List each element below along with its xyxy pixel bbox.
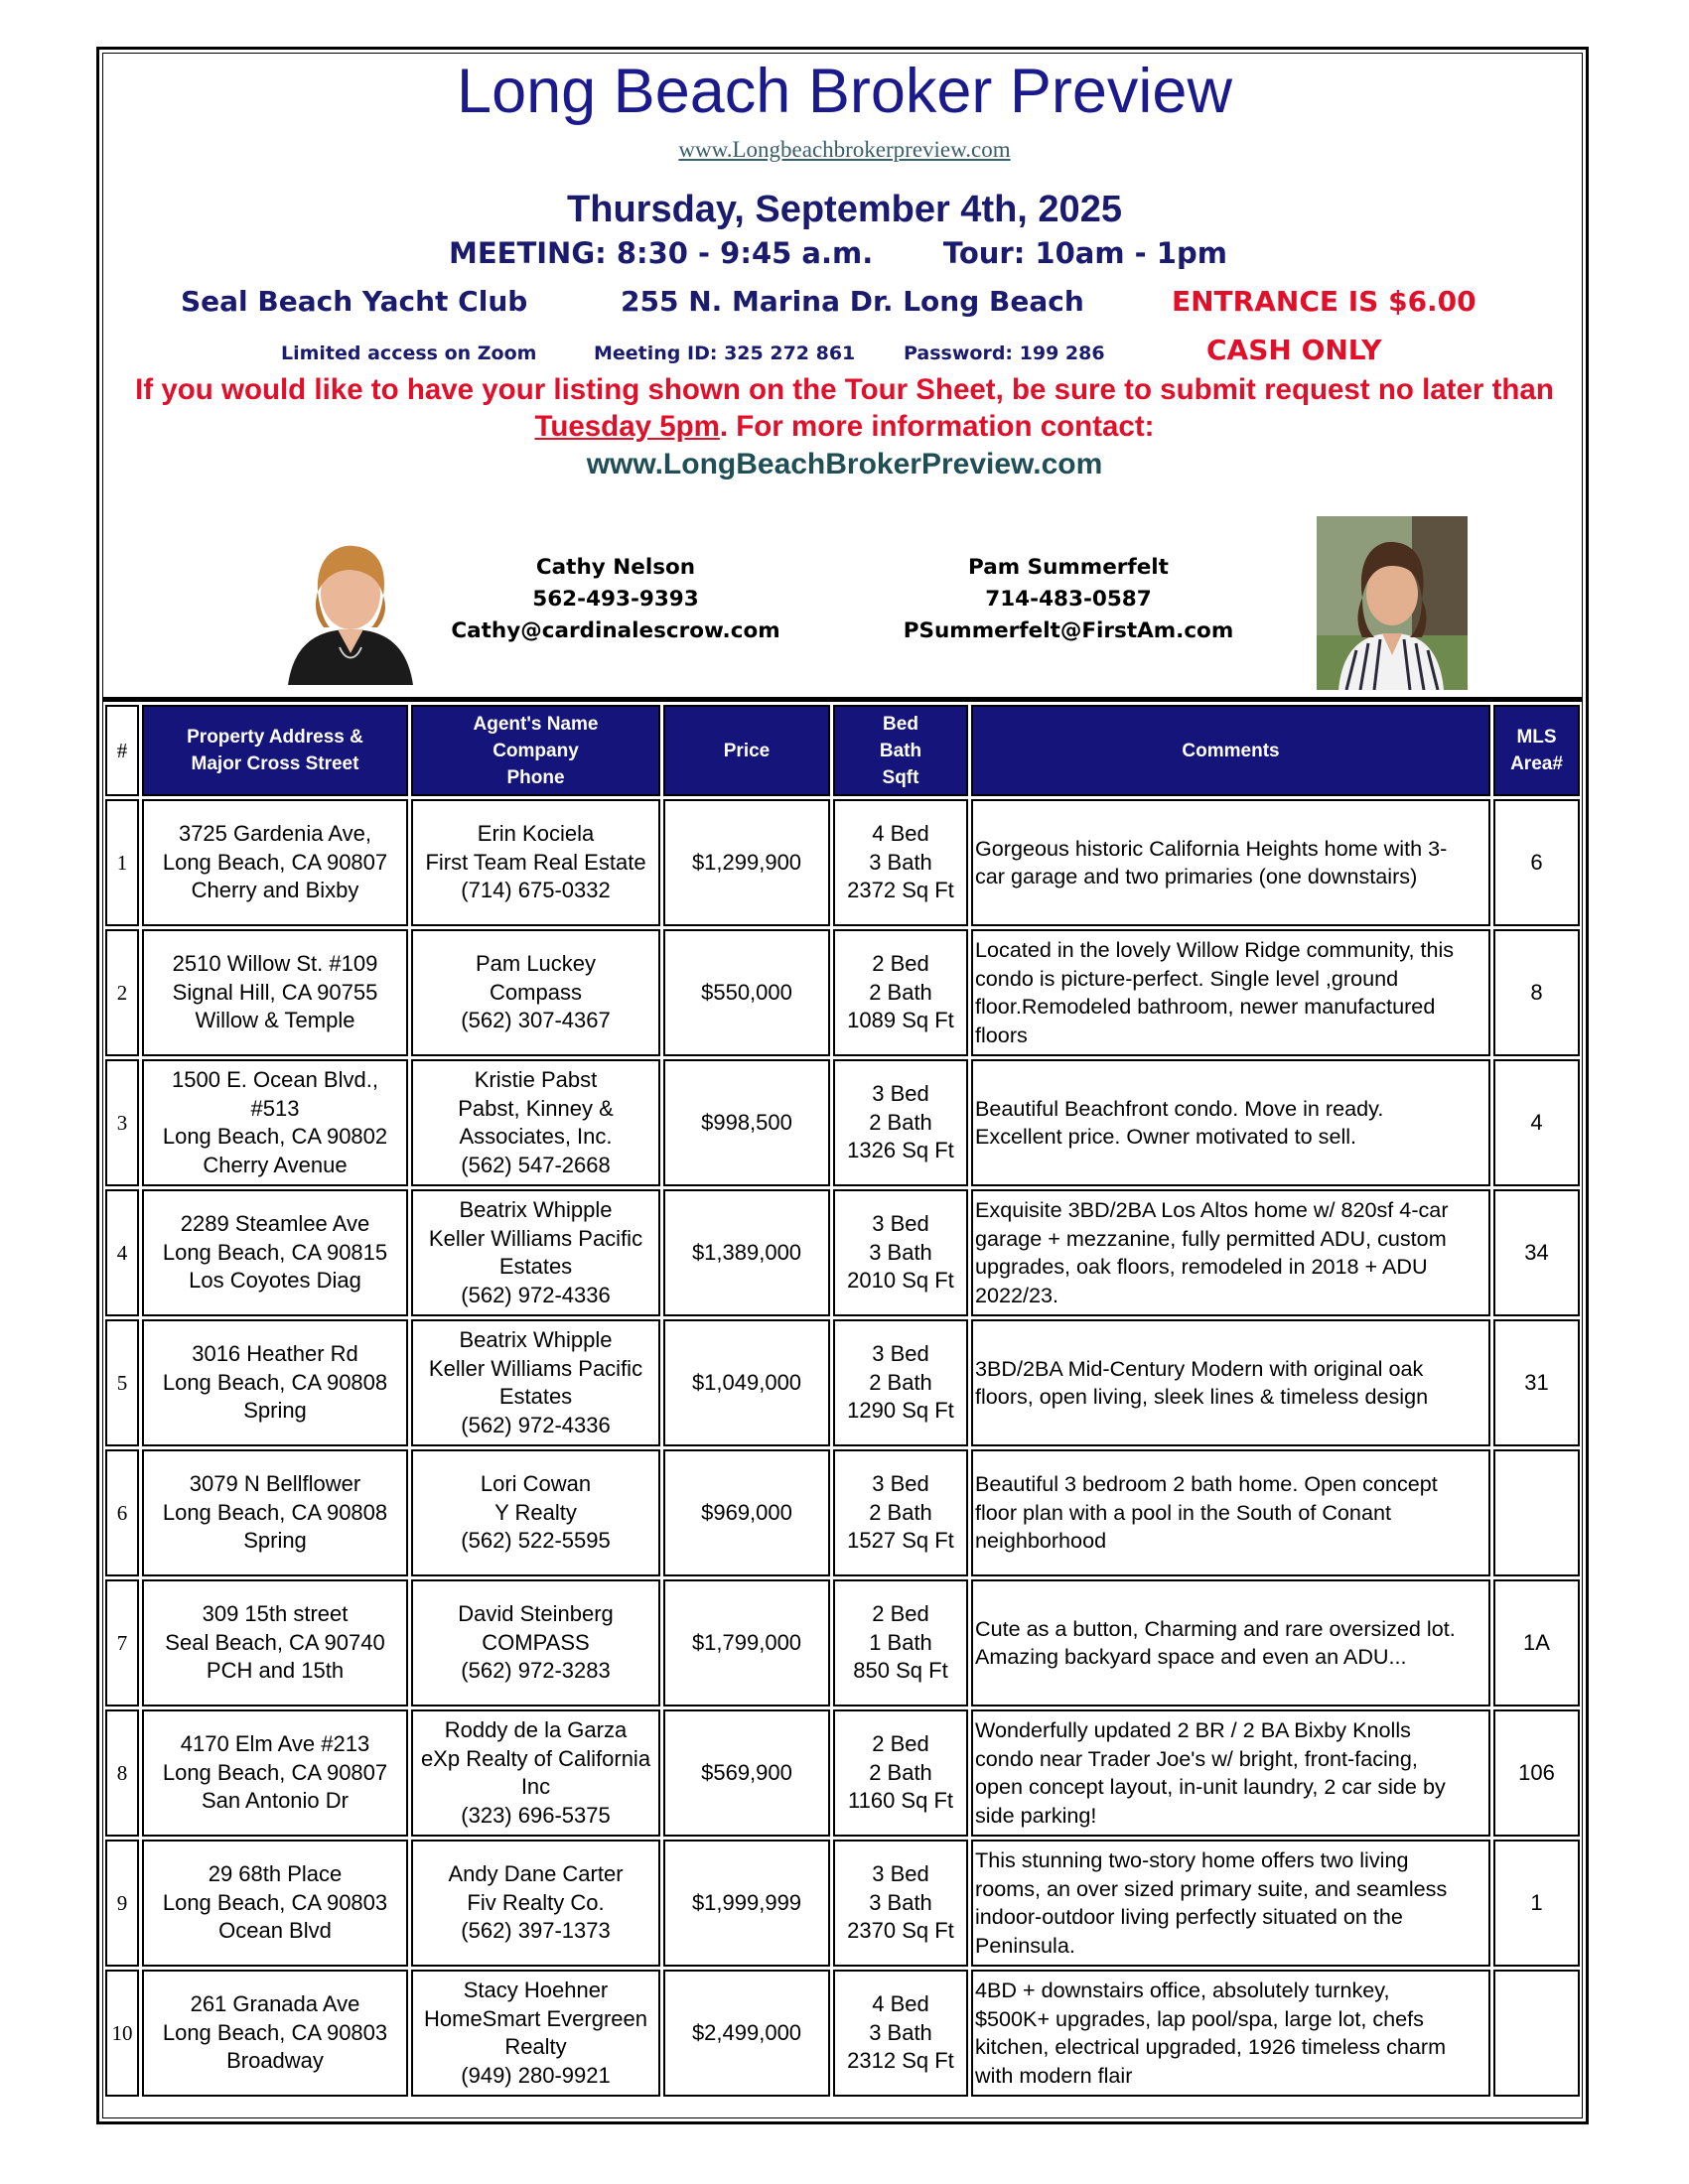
contact-email[interactable]: PSummerfelt@FirstAm.com (903, 618, 1234, 643)
header-agent (411, 705, 660, 796)
comment-text: This stunning two-story home offers two living rooms, an over sized primary suite, and seamless indoor-outdoor living perfectly situated on the Peninsula. (975, 1847, 1448, 1958)
agent-line: Y Realty (494, 1499, 577, 1525)
comment-text: Gorgeous historic California Heights home with 3- car garage and two primaries (one downstairs) (975, 835, 1448, 888)
address-line: Seal Beach, CA 90740 (165, 1629, 385, 1655)
submission-deadline: Tuesday 5pm (534, 410, 720, 443)
address-line: Long Beach, CA 90815 (162, 1239, 388, 1265)
zoom-password: Password: 199 286 (904, 342, 1105, 364)
agent-line: Andy Dane Carter (448, 1861, 624, 1887)
bed-bath-line: 2 Bath (869, 1759, 932, 1785)
address-line: 2289 Steamlee Ave (180, 1211, 370, 1237)
address-line: Broadway (226, 2048, 324, 2074)
bed-bath-line: 2 Bath (869, 1499, 932, 1525)
row-number: 9 (105, 1840, 139, 1967)
address-line: Spring (243, 1398, 307, 1424)
agent-info (411, 799, 660, 926)
address-line: San Antonio Dr (202, 1788, 349, 1814)
address-line: 1500 E. Ocean Blvd., (172, 1067, 378, 1092)
bed-bath-line: 2 Bed (872, 1731, 929, 1757)
agent-line: Estates (498, 1254, 573, 1279)
listing-comment (971, 1970, 1490, 2097)
bed-bath-sqft (833, 1970, 968, 2097)
table-row (105, 1840, 1580, 1967)
table-row (105, 1319, 1580, 1446)
header-mls-line: MLS (1516, 727, 1557, 748)
bed-bath-line: 2370 Sq Ft (847, 1918, 954, 1944)
agent-line: First Team Real Estate (425, 849, 646, 875)
comment-text: 3BD/2BA Mid-Century Modern with original oak floors, open living, sleek lines & timeless design (975, 1355, 1429, 1409)
address-line: Willow & Temple (195, 1008, 355, 1033)
contact-name: Pam Summerfelt (968, 555, 1169, 580)
agent-line: (562) 307-4367 (461, 1008, 611, 1033)
listing-price: $569,900 (663, 1709, 830, 1837)
zoom-meeting-id: Meeting ID: 325 272 861 (594, 342, 856, 364)
header-address-line: Property Address & (187, 727, 363, 748)
agent-line: (562) 972-4336 (461, 1282, 611, 1307)
property-address (142, 1189, 408, 1316)
agent-line: Pam Luckey (475, 951, 597, 977)
comment-text: 4BD + downstairs office, absolutely turnkey, $500K+ upgrades, lap pool/spa, large lot, chefs kitchen, electrical upgraded, 1926 timeless charm with modern flair (975, 1978, 1447, 2088)
header-agent-line: Agent's Name (473, 713, 599, 735)
listing-comment (971, 1189, 1490, 1316)
agent-line: (562) 972-3283 (461, 1658, 611, 1684)
row-number: 3 (105, 1059, 139, 1186)
agent-line: Compass (490, 979, 582, 1005)
listing-comment (971, 1449, 1490, 1576)
bed-bath-line: 1160 Sq Ft (848, 1788, 953, 1814)
agent-line: Realty (504, 2034, 567, 2059)
property-address (142, 1709, 408, 1837)
listing-price: $1,299,900 (663, 799, 830, 926)
bed-bath-sqft (833, 1709, 968, 1837)
agent-line: Erin Kociela (477, 821, 595, 847)
bed-bath-sqft (833, 1319, 968, 1446)
bed-bath-line: 3 Bed (872, 1081, 929, 1107)
bed-bath-line: 2 Bed (872, 1601, 929, 1627)
listing-price: $969,000 (663, 1449, 830, 1576)
mls-area: 1A (1493, 1579, 1580, 1706)
comment-text: Beautiful Beachfront condo. Move in ready. Excellent price. Owner motivated to sell. (975, 1095, 1384, 1149)
header-price: Price (663, 705, 830, 796)
table-row (105, 1059, 1580, 1186)
bed-bath-line: 3 Bath (869, 2019, 932, 2045)
comment-text: Wonderfully updated 2 BR / 2 BA Bixby Knolls condo near Trader Joe's w/ bright, front-facing, open concept layout, in-unit laundry, 2 car side by side parking! (975, 1717, 1446, 1828)
agent-line: Kristie Pabst (474, 1067, 598, 1092)
contact-website[interactable]: www.LongBeachBrokerPreview.com (586, 448, 1103, 480)
agent-info (411, 1709, 660, 1837)
venue-address: 255 N. Marina Dr. Long Beach (621, 285, 1084, 318)
listing-comment (971, 799, 1490, 926)
bed-bath-sqft (833, 1579, 968, 1706)
bed-bath-sqft (833, 929, 968, 1056)
bed-bath-line: 1089 Sq Ft (847, 1008, 954, 1033)
listing-price: $1,389,000 (663, 1189, 830, 1316)
agent-line: Pabst, Kinney & (458, 1095, 614, 1121)
address-line: Ocean Blvd (218, 1918, 332, 1944)
website-link[interactable]: www.Longbeachbrokerpreview.com (678, 137, 1011, 162)
address-line: Long Beach, CA 90808 (162, 1369, 388, 1395)
property-address (142, 799, 408, 926)
bed-bath-line: 2 Bed (872, 951, 929, 977)
agent-line: Keller Williams Pacific (428, 1355, 643, 1381)
agent-line: Beatrix Whipple (459, 1197, 613, 1222)
header-address-line: Major Cross Street (191, 753, 359, 774)
submission-notice-line2 (0, 410, 1689, 444)
listing-comment (971, 1319, 1490, 1446)
listing-price: $998,500 (663, 1059, 830, 1186)
agent-line: COMPASS (482, 1629, 590, 1655)
listing-comment (971, 1059, 1490, 1186)
agent-info (411, 1189, 660, 1316)
property-address (142, 1840, 408, 1967)
event-date: Thursday, September 4th, 2025 (567, 189, 1122, 230)
agent-line: (323) 696-5375 (461, 1802, 611, 1828)
agent-line: (562) 522-5595 (461, 1528, 611, 1554)
contact-name: Cathy Nelson (535, 555, 696, 580)
property-address (142, 1579, 408, 1706)
property-address (142, 1449, 408, 1576)
address-line: Signal Hill, CA 90755 (172, 979, 378, 1005)
agent-info (411, 1840, 660, 1967)
listing-comment (971, 929, 1490, 1056)
agent-info (411, 1319, 660, 1446)
table-row (105, 1579, 1580, 1706)
row-number: 10 (105, 1970, 139, 2097)
mls-area: 106 (1493, 1709, 1580, 1837)
pam-summerfelt-photo (1317, 516, 1468, 690)
address-line: Spring (243, 1528, 307, 1554)
bed-bath-line: 2010 Sq Ft (847, 1268, 954, 1294)
table-header-row (105, 705, 1580, 796)
bed-bath-line: 3 Bath (869, 1889, 932, 1915)
table-row (105, 1449, 1580, 1576)
header-mls (1493, 705, 1580, 796)
header-bed-line: Bed (883, 713, 918, 735)
row-number: 6 (105, 1449, 139, 1576)
agent-info (411, 1970, 660, 2097)
mls-area: 8 (1493, 929, 1580, 1056)
header-bath-line: Bath (879, 740, 922, 761)
mls-area: 34 (1493, 1189, 1580, 1316)
contact-card-pam (870, 552, 1267, 647)
address-line: Long Beach, CA 90802 (162, 1124, 388, 1149)
mls-area: 6 (1493, 799, 1580, 926)
agent-line: Lori Cowan (480, 1471, 592, 1497)
address-line: 261 Granada Ave (190, 1991, 360, 2017)
header-agent-line: Phone (506, 766, 565, 788)
bed-bath-line: 3 Bed (872, 1861, 929, 1887)
address-line: Los Coyotes Diag (189, 1268, 361, 1294)
agent-line: Keller Williams Pacific (428, 1225, 643, 1251)
agent-info (411, 929, 660, 1056)
comment-text: Beautiful 3 bedroom 2 bath home. Open concept floor plan with a pool in the South of Conant neighborhood (975, 1471, 1438, 1554)
address-line: 3725 Gardenia Ave, (178, 821, 372, 847)
bed-bath-line: 3 Bath (869, 849, 932, 875)
agent-line: Associates, Inc. (459, 1124, 613, 1149)
entrance-fee: ENTRANCE IS $6.00 (1172, 285, 1477, 318)
bed-bath-line: 1290 Sq Ft (847, 1398, 954, 1424)
contact-phone: 562-493-9393 (532, 587, 699, 612)
agent-line: eXp Realty of California (420, 1745, 651, 1771)
bed-bath-line: 2 Bath (869, 1369, 932, 1395)
address-line: Long Beach, CA 90808 (162, 1499, 388, 1525)
address-line: 2510 Willow St. #109 (172, 951, 378, 977)
table-row (105, 929, 1580, 1056)
bed-bath-sqft (833, 1449, 968, 1576)
bed-bath-line: 3 Bed (872, 1211, 929, 1237)
row-number: 8 (105, 1709, 139, 1837)
address-line: Long Beach, CA 90807 (162, 1759, 388, 1785)
agent-info (411, 1449, 660, 1576)
bed-bath-line: 2 Bath (869, 1109, 932, 1135)
header-agent-line: Company (493, 740, 579, 761)
listings-table (102, 702, 1583, 2100)
page-title: Long Beach Broker Preview (457, 57, 1232, 126)
listing-price: $1,999,999 (663, 1840, 830, 1967)
row-number: 7 (105, 1579, 139, 1706)
listing-rows (105, 799, 1580, 2097)
bed-bath-sqft (833, 799, 968, 926)
tour-time: Tour: 10am - 1pm (942, 236, 1227, 270)
venue-name: Seal Beach Yacht Club (181, 285, 528, 318)
agent-line: (562) 397-1373 (461, 1918, 611, 1944)
contact-card-cathy (417, 552, 814, 647)
table-row (105, 1709, 1580, 1837)
agent-line: (562) 547-2668 (461, 1152, 611, 1177)
bed-bath-sqft (833, 1189, 968, 1316)
address-line: 4170 Elm Ave #213 (180, 1731, 370, 1757)
bed-bath-line: 2312 Sq Ft (847, 2048, 954, 2074)
bed-bath-line: 1326 Sq Ft (847, 1138, 954, 1163)
agent-info (411, 1579, 660, 1706)
bed-bath-line: 3 Bath (869, 1239, 932, 1265)
bed-bath-sqft (833, 1059, 968, 1186)
agent-info (411, 1059, 660, 1186)
agent-line: Beatrix Whipple (459, 1327, 613, 1352)
address-line: Cherry and Bixby (191, 878, 359, 903)
notice-contact-text: . For more information contact: (719, 410, 1155, 443)
address-line: #513 (250, 1095, 300, 1121)
property-address (142, 1059, 408, 1186)
comment-text: Exquisite 3BD/2BA Los Altos home w/ 820sf 4-car garage + mezzanine, fully permitted ADU, custom upgrades, oak floors, remodeled in 2018 + ADU 2022/23. (975, 1197, 1449, 1307)
header-comments: Comments (971, 705, 1490, 796)
agent-line: Roddy de la Garza (444, 1717, 628, 1742)
agent-line: Inc (520, 1774, 551, 1799)
meeting-time: MEETING: 8:30 - 9:45 a.m. (449, 236, 874, 270)
listing-price: $1,799,000 (663, 1579, 830, 1706)
event-times (449, 236, 1227, 270)
listing-comment (971, 1709, 1490, 1837)
agent-line: HomeSmart Evergreen (424, 2005, 647, 2031)
agent-line: (562) 972-4336 (461, 1412, 611, 1437)
mls-area (1493, 1970, 1580, 2097)
mls-area: 31 (1493, 1319, 1580, 1446)
bed-bath-line: 850 Sq Ft (853, 1658, 948, 1684)
agent-line: (949) 280-9921 (461, 2062, 611, 2088)
header-number: # (105, 705, 139, 796)
row-number: 1 (105, 799, 139, 926)
listing-comment (971, 1840, 1490, 1967)
bed-bath-line: 3 Bed (872, 1471, 929, 1497)
bed-bath-line: 1527 Sq Ft (847, 1528, 954, 1554)
zoom-access: Limited access on Zoom (281, 342, 537, 364)
bed-bath-line: 1 Bath (869, 1629, 932, 1655)
listing-price: $2,499,000 (663, 1970, 830, 2097)
bed-bath-line: 4 Bed (872, 1991, 929, 2017)
agent-line: Fiv Realty Co. (467, 1889, 605, 1915)
address-line: Long Beach, CA 90803 (162, 2019, 388, 2045)
address-line: PCH and 15th (206, 1658, 345, 1684)
table-row (105, 1189, 1580, 1316)
submission-notice: If you would like to have your listing shown on the Tour Sheet, be sure to submit request no later than (135, 373, 1554, 406)
table-row (105, 1970, 1580, 2097)
property-address (142, 1319, 408, 1446)
property-address (142, 929, 408, 1056)
cash-only: CASH ONLY (1206, 334, 1382, 366)
listing-comment (971, 1579, 1490, 1706)
bed-bath-line: 2372 Sq Ft (847, 878, 954, 903)
row-number: 5 (105, 1319, 139, 1446)
comment-text: Cute as a button, Charming and rare oversized lot. Amazing backyard space and even an ADU... (975, 1615, 1456, 1669)
mls-area (1493, 1449, 1580, 1576)
bed-bath-line: 3 Bed (872, 1341, 929, 1367)
agent-line: Estates (498, 1384, 573, 1409)
table-row (105, 799, 1580, 926)
cathy-nelson-photo (276, 526, 425, 685)
listing-price: $1,049,000 (663, 1319, 830, 1446)
agent-line: David Steinberg (458, 1601, 614, 1627)
header-address (142, 705, 408, 796)
address-line: 3016 Heather Rd (192, 1341, 358, 1367)
comment-text: Located in the lovely Willow Ridge community, this condo is picture-perfect. Single level ,ground floor.Remodeled bathroom, newer manufactured floors (975, 937, 1455, 1047)
listing-price: $550,000 (663, 929, 830, 1056)
address-line: 309 15th street (202, 1601, 349, 1627)
address-line: Long Beach, CA 90803 (162, 1889, 388, 1915)
mls-area: 1 (1493, 1840, 1580, 1967)
header-mls-line: Area# (1510, 753, 1563, 774)
address-line: 3079 N Bellflower (189, 1471, 361, 1497)
mls-area: 4 (1493, 1059, 1580, 1186)
address-line: Long Beach, CA 90807 (162, 849, 388, 875)
row-number: 2 (105, 929, 139, 1056)
contact-email[interactable]: Cathy@cardinalescrow.com (451, 618, 780, 643)
property-address (142, 1970, 408, 2097)
address-line: 29 68th Place (208, 1861, 343, 1887)
agent-line: (714) 675-0332 (461, 878, 611, 903)
bed-bath-line: 2 Bath (869, 979, 932, 1005)
address-line: Cherry Avenue (203, 1152, 348, 1177)
row-number: 4 (105, 1189, 139, 1316)
header-bed-bath (833, 705, 968, 796)
bed-bath-line: 4 Bed (872, 821, 929, 847)
contact-phone: 714-483-0587 (985, 587, 1152, 612)
header-sqft-line: Sqft (882, 766, 919, 788)
bed-bath-sqft (833, 1840, 968, 1967)
agent-line: Stacy Hoehner (463, 1978, 609, 2002)
